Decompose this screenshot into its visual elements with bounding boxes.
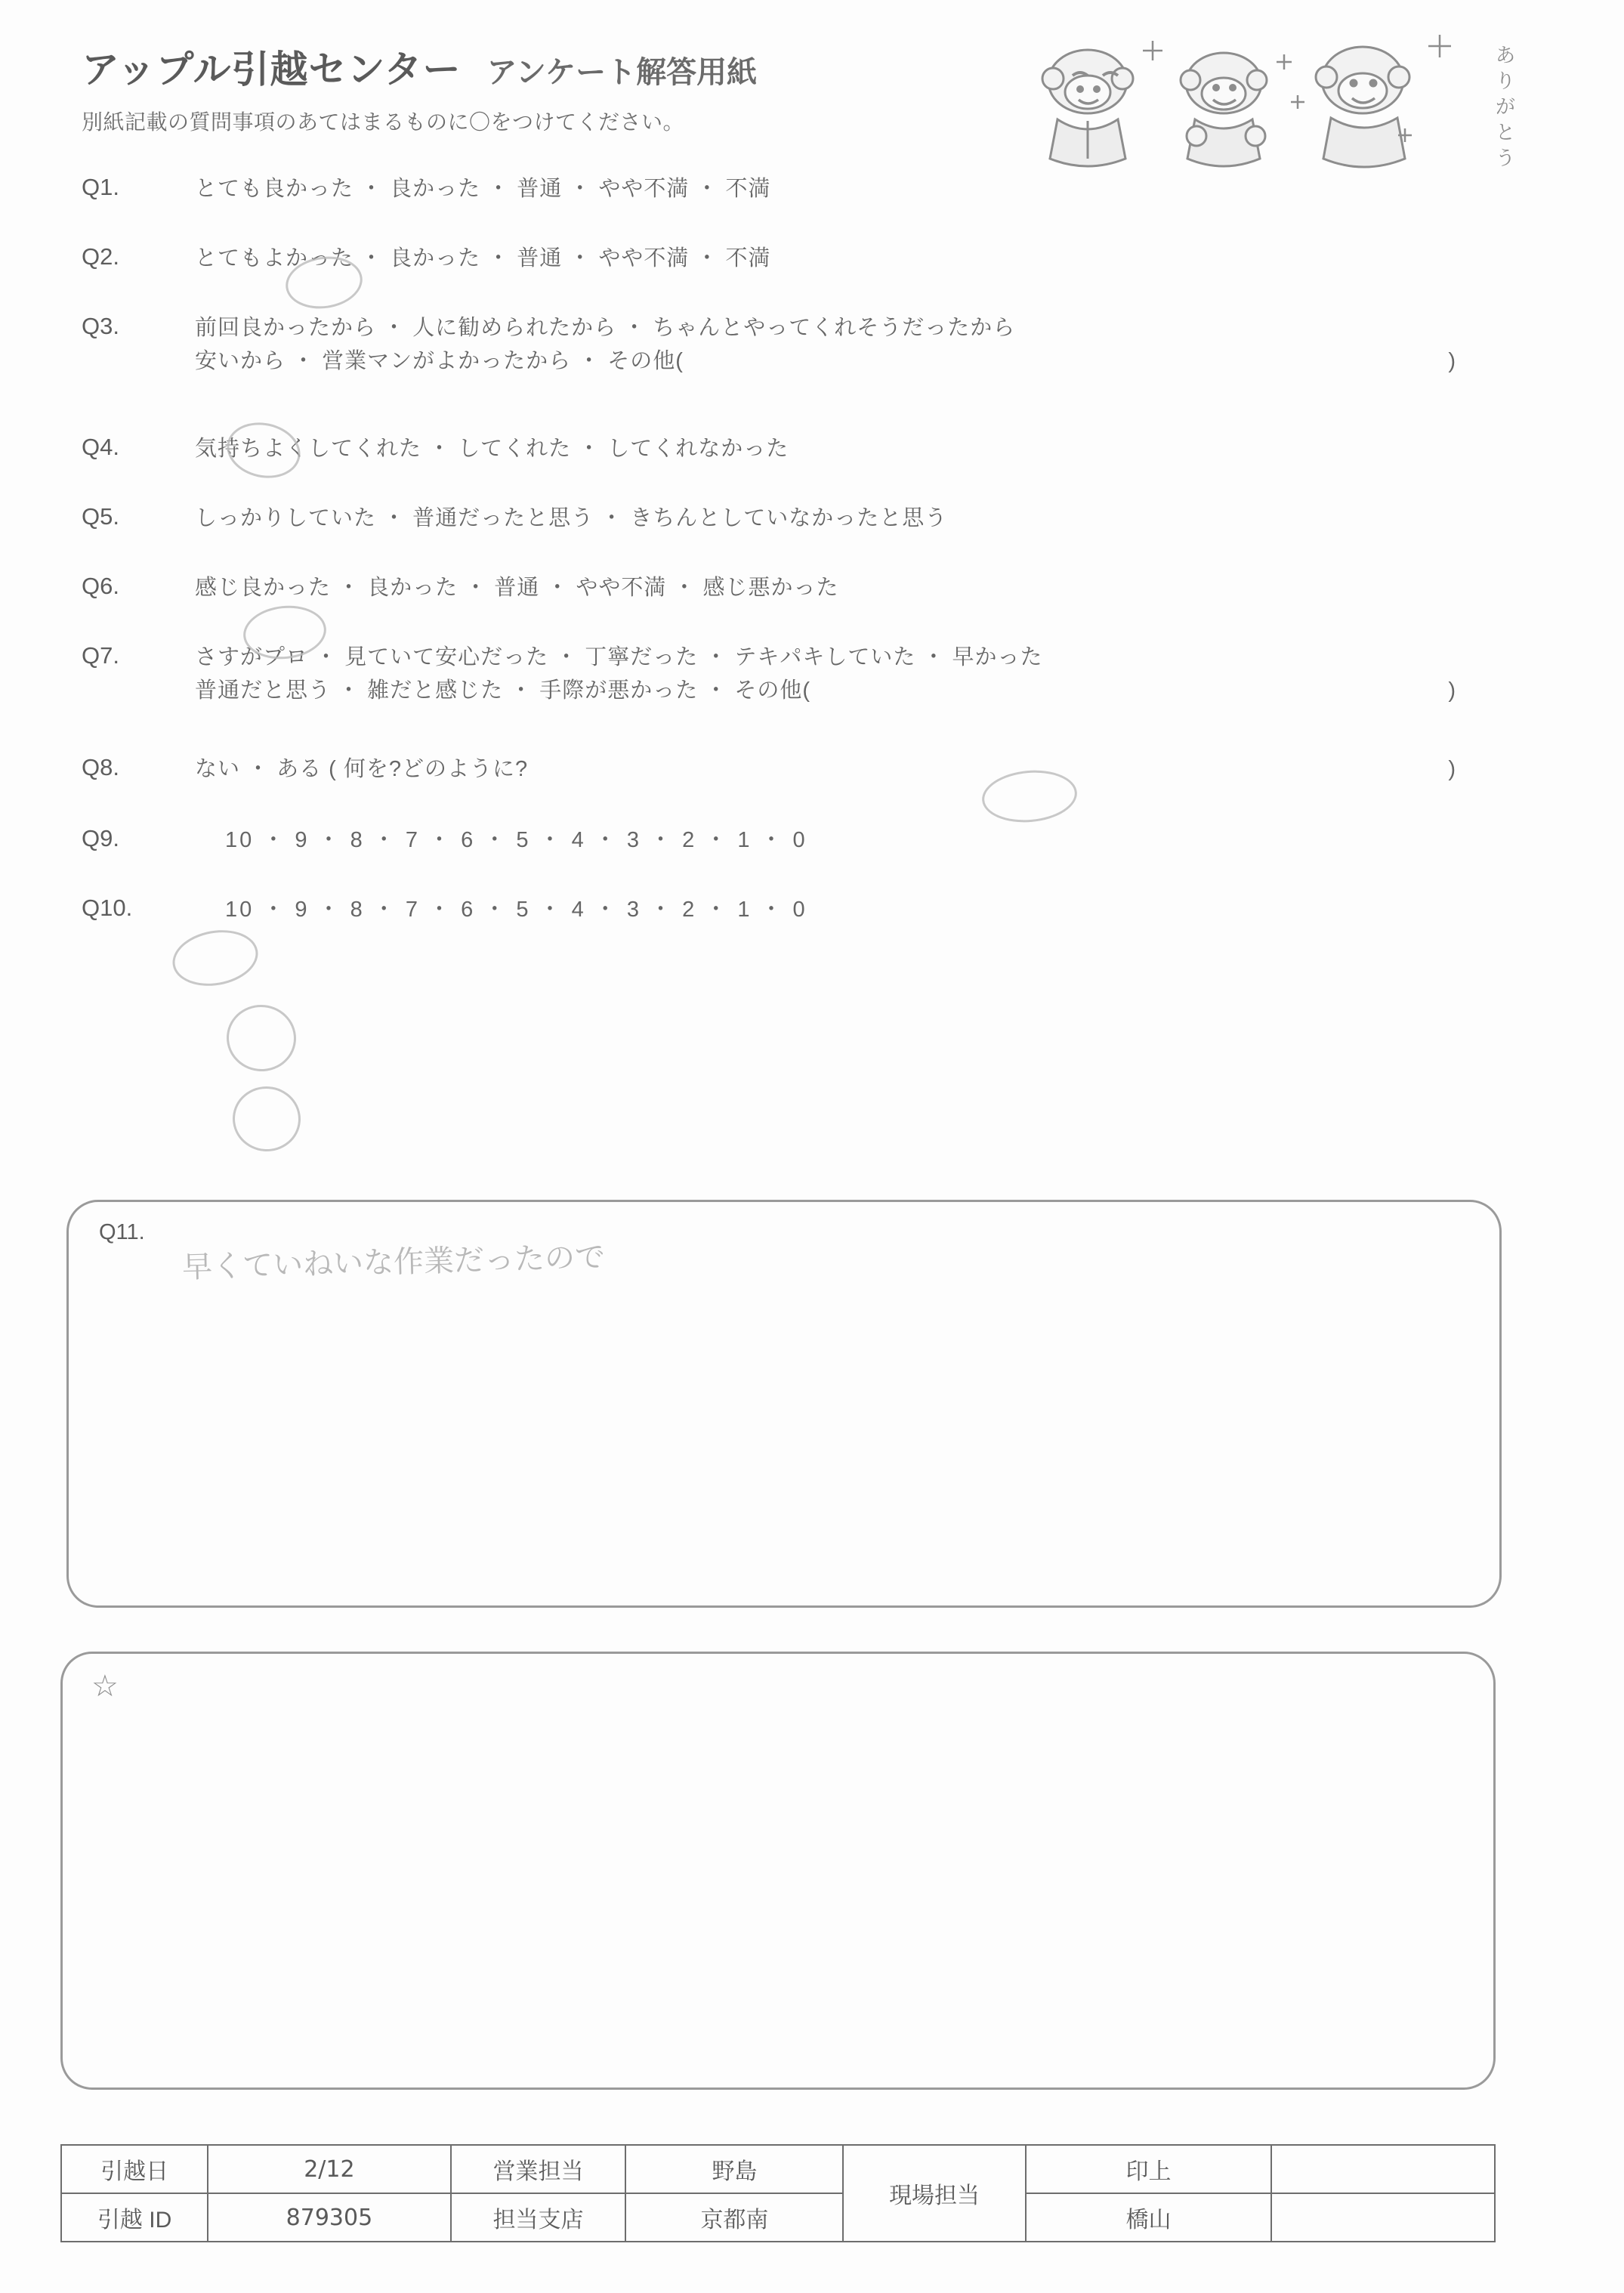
question-label: Q6. [82, 573, 119, 599]
svg-text:と: と [1496, 121, 1516, 144]
monkey-mascots-svg [1012, 23, 1556, 181]
question-options[interactable]: とてもよかった ・ 良かった ・ 普通 ・ やや不満 ・ 不満 [195, 246, 771, 270]
question-label: Q7. [82, 642, 119, 669]
footer-info-table [60, 2144, 1496, 2242]
brand-line [82, 39, 1064, 94]
question-q3[interactable] [82, 311, 1502, 378]
mascot-illustration [1012, 23, 1556, 181]
question-label: Q8. [82, 754, 119, 780]
company-brand: アップル引越センター [82, 48, 462, 91]
branch-label: 担当支店 [451, 2193, 626, 2242]
table-row [61, 2145, 1495, 2193]
q11-comment-box[interactable] [66, 1200, 1502, 1608]
mascot-thanks-text: あ [1496, 44, 1516, 66]
question-q4[interactable] [82, 432, 1502, 465]
question-label: Q2. [82, 243, 119, 270]
question-options[interactable]: 前回良かったから ・ 人に勧められたから ・ ちゃんとやってくれそうだったから [195, 316, 1016, 340]
detail-field-close-paren: ) [1448, 757, 1456, 781]
question-label: Q9. [82, 825, 119, 851]
site-staff-label: 現場担当 [843, 2145, 1025, 2242]
table-row [61, 2193, 1495, 2242]
circle-mark-q9-10 [224, 1001, 300, 1074]
move-date-label: 引越日 [61, 2145, 208, 2193]
question-q6[interactable] [82, 571, 1502, 604]
question-options[interactable]: とても良かった ・ 良かった ・ 普通 ・ やや不満 ・ 不満 [195, 177, 771, 201]
svg-text:う: う [1496, 147, 1516, 169]
question-label: Q4. [82, 434, 119, 460]
circle-mark-q8-nai [168, 924, 263, 993]
star-icon: ☆ [91, 1670, 119, 1703]
question-scale[interactable]: 10 ・ 9 ・ 8 ・ 7 ・ 6 ・ 5 ・ 4 ・ 3 ・ 2 ・ 1 ・ 0 [225, 828, 807, 852]
question-q10[interactable] [82, 893, 1502, 926]
question-label: Q3. [82, 313, 119, 339]
sales-rep-value[interactable]: 野島 [625, 2145, 843, 2193]
site-staff-value-1[interactable]: 印上 [1026, 2145, 1272, 2193]
question-q2[interactable] [82, 242, 1502, 275]
move-id-value[interactable]: 879305 [208, 2193, 450, 2242]
site-staff-extra-1[interactable] [1271, 2145, 1495, 2193]
question-options[interactable]: 感じ良かった ・ 良かった ・ 普通 ・ やや不満 ・ 感じ悪かった [195, 576, 839, 600]
question-q8[interactable] [82, 752, 1502, 786]
question-options[interactable]: 気持ちよくしてくれた ・ してくれた ・ してくれなかった [195, 437, 789, 461]
question-scale[interactable]: 10 ・ 9 ・ 8 ・ 7 ・ 6 ・ 5 ・ 4 ・ 3 ・ 2 ・ 1 ・ 0 [225, 898, 807, 922]
question-options[interactable]: ない ・ ある ( 何を?どのように? [195, 757, 529, 781]
question-options-line2[interactable]: 普通だと思う ・ 雑だと感じた ・ 手際が悪かった ・ その他( [195, 678, 811, 703]
instruction-text: 別紙記載の質問事項のあてはまるものに〇をつけてください。 [82, 110, 685, 134]
sales-rep-label: 営業担当 [451, 2145, 626, 2193]
question-q9[interactable] [82, 824, 1502, 857]
circle-mark-q10-10 [230, 1084, 303, 1154]
branch-value[interactable]: 京都南 [625, 2193, 843, 2242]
q11-label: Q11. [99, 1220, 145, 1244]
q11-handwritten-answer: 早くていねいな作業だったので [181, 1240, 606, 1285]
other-field-close-paren: ) [1448, 678, 1456, 703]
question-q5[interactable] [82, 502, 1502, 535]
question-options-line2[interactable]: 安いから ・ 営業マンがよかったから ・ その他( [195, 349, 684, 373]
star-comment-box[interactable] [60, 1652, 1496, 2090]
svg-text:り: り [1496, 70, 1516, 92]
question-label: Q10. [82, 895, 133, 921]
document-header [82, 39, 1064, 136]
question-label: Q5. [82, 503, 119, 530]
other-field-close-paren: ) [1448, 349, 1456, 373]
move-date-value[interactable]: 2/12 [208, 2145, 450, 2193]
question-q7[interactable] [82, 641, 1502, 707]
move-id-label: 引越 ID [61, 2193, 208, 2242]
svg-text:が: が [1496, 95, 1516, 118]
page-title: アンケート解答用紙 [486, 56, 758, 89]
question-label: Q1. [82, 174, 119, 200]
site-staff-extra-2[interactable] [1271, 2193, 1495, 2242]
question-q1[interactable] [82, 172, 1502, 206]
question-options[interactable]: しっかりしていた ・ 普通だったと思う ・ きちんとしていなかったと思う [195, 506, 948, 530]
question-options[interactable]: さすがプロ ・ 見ていて安心だった ・ 丁寧だった ・ テキパキしていた ・ 早かった [195, 645, 1043, 669]
question-list [82, 172, 1502, 926]
site-staff-value-2[interactable]: 橋山 [1026, 2193, 1272, 2242]
